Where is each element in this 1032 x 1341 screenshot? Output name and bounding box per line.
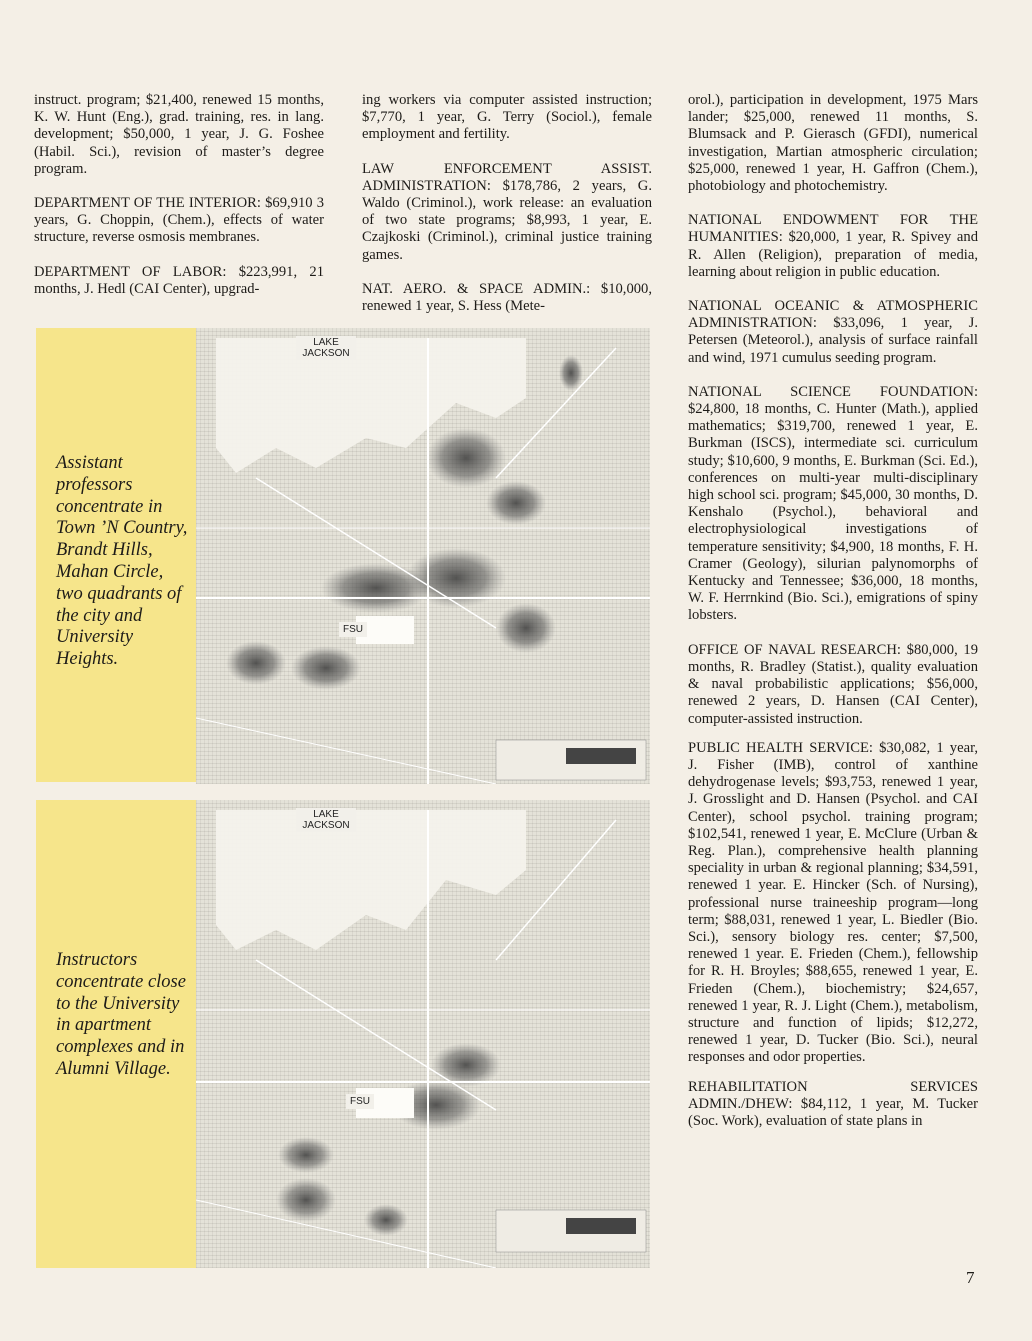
figure-caption: Instructors concentrate close to the University in apartment complexes and in Alumni Village.: [56, 950, 186, 1079]
paragraph: DEPARTMENT OF LABOR: $223,991, 21 months, J. Hedl (CAI Center), upgrad-: [34, 263, 324, 297]
text-column-2: [362, 92, 652, 332]
map-label-lake: LAKE JACKSON: [296, 808, 356, 832]
paragraph: REHABILITATION SERVICES ADMIN./DHEW: $84,112, 1 year, M. Tucker (Soc. Work), evaluation of state plans in: [688, 1078, 978, 1129]
density-map: [196, 328, 650, 784]
map-graphic: [196, 328, 650, 784]
map-label-fsu: FSU: [346, 1094, 374, 1109]
paragraph: NATIONAL SCIENCE FOUNDATION: $24,800, 18 months, C. Hunter (Math.), applied mathematics; $319,700, renewed 1 year, E. Burkman (ISCS), intermediate sci. curriculum study; $10,600, 9 months, E. Burkman (Sci. Ed.), conferences on multi-year multi-disciplinary high school sci. program; $45,000, 30 months, D. Kenshalo (Psychol.), behavioral and electrophysiological investigations of temperature sensitivity; $4,900, 18 months, F. H. Cramer (Geology), silurian palynomorphs of Kentucky and Tennessee; $36,000, 18 months, W. F. Herrnkind (Bio. Sci.), emigrations of spiny lobsters.: [688, 383, 978, 624]
paragraph: LAW ENFORCEMENT ASSIST. ADMINISTRATION: $178,786, 2 years, G. Waldo (Criminol.), work release: an evaluation of two state programs; $8,993, 1 year, E. Czajkoski (Criminol.), criminal justice training games.: [362, 160, 652, 263]
paragraph: OFFICE OF NAVAL RESEARCH: $80,000, 19 months, R. Bradley (Statist.), quality evaluation & naval probabilistic applications; $56,000, renewed 2 years, D. Hansen (CAI Center), computer-assisted instruction.: [688, 641, 978, 727]
paragraph: NATIONAL ENDOWMENT FOR THE HUMANITIES: $20,000, 1 year, R. Spivey and R. Allen (Religion), preparation of media, learning about religion in public education.: [688, 212, 978, 280]
map-label-lake: LAKE JACKSON: [296, 336, 356, 360]
map-label-fsu: FSU: [339, 622, 367, 637]
paragraph: NAT. AERO. & SPACE ADMIN.: $10,000, renewed 1 year, S. Hess (Mete-: [362, 280, 652, 315]
text-column-3: [688, 92, 978, 1147]
paragraph: NATIONAL OCEANIC & ATMOSPHERIC ADMINISTRATION: $33,096, 1 year, J. Petersen (Meteorol.), analysis of surface rainfall and wind, 1971 cumulus seeding program.: [688, 298, 978, 366]
page-number: 7: [966, 1268, 975, 1287]
density-map: [196, 800, 650, 1268]
paragraph: ing workers via computer assisted instruction; $7,770, 1 year, G. Terry (Sociol.), female employment and fertility.: [362, 92, 652, 143]
text-column-1: [34, 92, 324, 315]
paragraph: instruct. program; $21,400, renewed 15 months, K. W. Hunt (Eng.), grad. training, res. in lang. development; $50,000, 1 year, J. G. Foshee (Habil. Sci.), revision of master’s degree program.: [34, 92, 324, 177]
paragraph: orol.), participation in development, 1975 Mars lander; $25,000, renewed 11 months, S. Blumsack and P. Gierasch (GFDI), numerical investigation, Martian atmospheric circulation; $25,000, renewed 1 year, H. Gaffron (Chem.), photobiology and photochemistry.: [688, 92, 978, 195]
paragraph: PUBLIC HEALTH SERVICE: $30,082, 1 year, J. Fisher (IMB), control of xanthine dehydrogenase levels; $93,753, renewed 1 year, J. Grosslight and D. Hansen (Psychol. and CAI Center), school psychol. training program; $102,541, renewed 1 year, E. McClure (Urban & Reg. Plan.), comprehensive health planning speciality in urban & regional planning; $34,591, renewed 1 year. E. Hincker (Sch. of Nursing), professional nurse traineeship program—long term; $88,031, renewed 1 year, L. Biedler (Bio. Sci.), sensory biology res. center; $7,500, renewed 1 year. E. Frieden (Chem.), fellowship for R. H. Broyles; $88,655, renewed 1 year, E. Frieden (Chem.), biochemistry; $24,657, renewed 1 year, R. J. Light (Chem.), metabolism, structure and function of lipids; $12,272, renewed 1 year, D. Tucker (Bio. Sci.), neural responses and odor properties.: [688, 739, 978, 1066]
paragraph: DEPARTMENT OF THE INTERIOR: $69,910 3 years, G. Choppin, (Chem.), effects of water structure, reverse osmosis membranes.: [34, 195, 324, 246]
map-graphic: [196, 800, 650, 1268]
figure-caption: Assistant professors concentrate in Town ’N Country, Brandt Hills, Mahan Circle, two quadrants of the city and University Heights.: [56, 453, 188, 670]
